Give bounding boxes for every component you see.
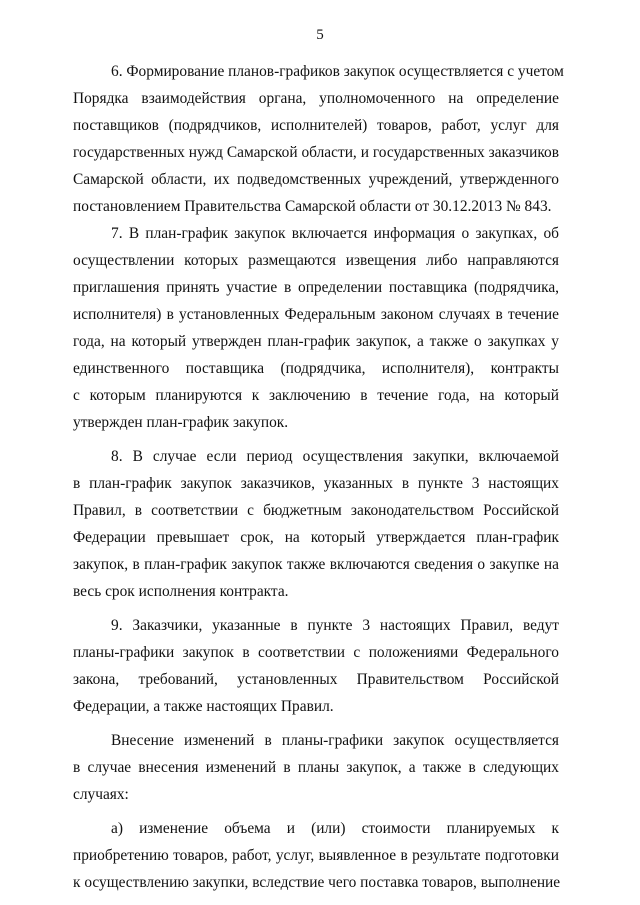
paragraph-gap <box>73 436 559 443</box>
text-line: постановлением Правительства Самарской области от 30.12.2013 № 843. <box>73 198 552 215</box>
paragraph-item-a <box>73 815 559 896</box>
text-line: Правил, в соответствии с бюджетным законодательством Российской <box>73 502 559 519</box>
paragraph-7 <box>73 220 559 436</box>
text-line: а) изменение объема и (или) стоимости планируемых к <box>111 820 559 837</box>
text-line: с которым планируются к заключению в течение года, на который <box>73 387 559 404</box>
text-line: Внесение изменений в планы-графики закупок осуществляется <box>111 732 559 749</box>
text-line: планы-графики закупок в соответствии с положениями Федерального <box>73 644 559 661</box>
text-line: приглашения принять участие в определении поставщика (подрядчика, <box>73 279 559 296</box>
text-line: 7. В план-график закупок включается информация о закупках, об <box>111 225 559 242</box>
text-line: Порядка взаимодействия органа, уполномоченного на определение <box>73 90 559 107</box>
text-line: 9. Заказчики, указанные в пункте 3 настоящих Правил, ведут <box>111 617 559 634</box>
text-line: приобретению товаров, работ, услуг, выявленное в результате подготовки <box>73 847 559 864</box>
paragraph-changes <box>73 727 559 808</box>
text-line: единственного поставщика (подрядчика, исполнителя), контракты <box>73 360 559 377</box>
text-line: в план-график закупок заказчиков, указанных в пункте 3 настоящих <box>73 475 559 492</box>
text-line: закупок, в план-график закупок также включаются сведения о закупке на <box>73 556 559 573</box>
paragraph-9 <box>73 612 559 720</box>
text-line: закона, требований, установленных Правительством Российской <box>73 671 559 688</box>
text-line: поставщиков (подрядчиков, исполнителей) товаров, работ, услуг для <box>73 117 559 134</box>
paragraph-gap <box>73 720 559 727</box>
paragraph-gap <box>73 808 559 815</box>
text-line: к осуществлению закупки, вследствие чего поставка товаров, выполнение <box>73 874 561 891</box>
paragraph-6 <box>73 58 564 220</box>
text-line: утвержден план-график закупок. <box>73 414 289 431</box>
text-line: Федерации, а также настоящих Правил. <box>73 698 334 715</box>
text-line: весь срок исполнения контракта. <box>73 583 289 600</box>
text-line: в случае внесения изменений в планы закупок, а также в следующих <box>73 759 559 776</box>
text-line: осуществлении которых размещаются извещения либо направляются <box>73 252 559 269</box>
text-line: Федерации превышает срок, на который утверждается план-график <box>73 529 559 546</box>
paragraph-8 <box>73 443 559 605</box>
text-line: случаях: <box>73 786 129 803</box>
document-body <box>73 58 564 896</box>
text-line: 6. Формирование планов-графиков закупок осуществляется с учетом <box>111 63 564 80</box>
text-line: государственных нужд Самарской области, и государственных заказчиков <box>73 144 559 161</box>
text-line: Самарской области, их подведомственных учреждений, утвержденного <box>73 171 559 188</box>
text-line: исполнителя) в установленных Федеральным законом случаях в течение <box>73 306 559 323</box>
text-line: года, на который утвержден план-график закупок, а также о закупках у <box>73 333 559 350</box>
paragraph-gap <box>73 605 559 612</box>
page-number: 5 <box>316 27 324 43</box>
text-line: 8. В случае если период осуществления закупки, включаемой <box>111 448 559 465</box>
